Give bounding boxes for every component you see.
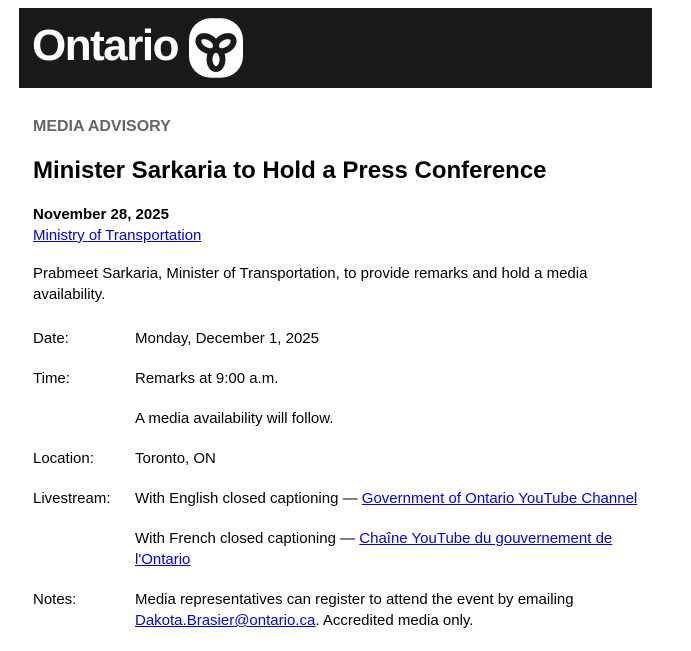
notes-text: Media representatives can register to attend the event by emailing <box>135 591 574 608</box>
detail-label-livestream: Livestream: <box>33 490 111 507</box>
advisory-title: Minister Sarkaria to Hold a Press Conference <box>33 157 547 184</box>
media-registration-email-link[interactable]: Dakota.Brasier@ontario.ca <box>135 612 316 629</box>
publish-date: November 28, 2025 <box>33 206 169 223</box>
ontario-wordmark: Ontario <box>32 21 178 70</box>
livestream-french-text: With French closed captioning — <box>135 530 360 547</box>
detail-value-location <box>135 448 646 488</box>
detail-value-notes <box>135 589 646 631</box>
ontario-header <box>19 8 652 88</box>
detail-value-livestream <box>135 488 646 589</box>
detail-label-time: Time: <box>33 370 70 387</box>
detail-value-date <box>135 328 646 368</box>
youtube-french-link[interactable]: Chaîne YouTube du gouvernement de l'Ontario <box>135 530 613 568</box>
ontario-trillium-logo <box>189 18 243 78</box>
date-value: Monday, December 1, 2025 <box>135 330 319 347</box>
detail-row-location <box>33 448 646 488</box>
event-details-table <box>33 328 646 631</box>
advisory-kicker: MEDIA ADVISORY <box>33 118 171 135</box>
ministry-line <box>33 225 646 246</box>
intro-paragraph: Prabmeet Sarkaria, Minister of Transportation, to provide remarks and hold a media availability. <box>33 265 588 303</box>
detail-row-time <box>33 368 646 448</box>
detail-row-date <box>33 328 646 368</box>
youtube-english-link[interactable]: Government of Ontario YouTube Channel <box>361 490 638 507</box>
time-value: Remarks at 9:00 a.m. <box>135 370 279 387</box>
detail-row-livestream <box>33 488 646 589</box>
notes-text-suffix: . Accredited media only. <box>315 612 474 629</box>
ministry-link[interactable]: Ministry of Transportation <box>33 227 202 244</box>
location-value: Toronto, ON <box>135 450 216 467</box>
time-followup: A media availability will follow. <box>135 410 334 427</box>
detail-value-time <box>135 368 646 448</box>
detail-row-notes <box>33 589 646 631</box>
detail-label-date: Date: <box>33 330 69 347</box>
advisory-content <box>19 117 652 631</box>
livestream-english-text: With English closed captioning — <box>135 490 362 507</box>
detail-label-location: Location: <box>33 450 94 467</box>
detail-label-notes: Notes: <box>33 591 77 608</box>
